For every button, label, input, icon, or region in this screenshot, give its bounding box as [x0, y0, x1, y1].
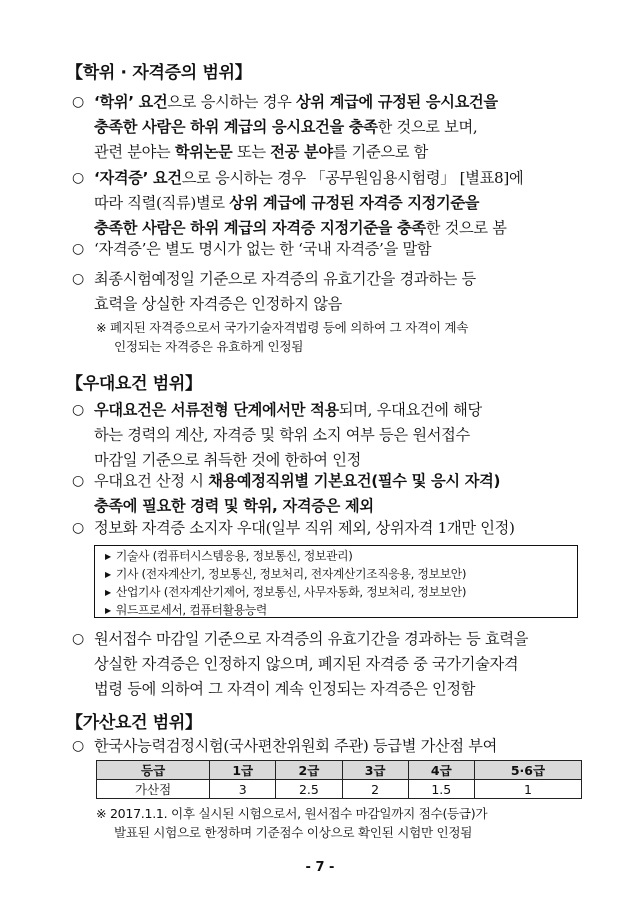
circle-bullet-icon: ○	[72, 271, 84, 287]
paragraph-line	[94, 398, 592, 423]
body-text: 상실한 자격증은 인정하지 않으며, 폐지된 자격증 중 국가기술자격	[94, 655, 519, 673]
circle-bullet-icon: ○	[72, 520, 84, 536]
body-text: 한 것으로 봄	[425, 219, 507, 237]
paragraph-text	[94, 166, 592, 241]
emphasis-text: 전공 분야	[270, 143, 333, 161]
section-title-degree: 【학위 · 자격증의 범위】	[66, 63, 252, 83]
bonus-score-table	[96, 760, 582, 799]
paragraph-text	[94, 90, 592, 165]
table-row	[97, 780, 582, 799]
circle-bullet-icon: ○	[72, 402, 84, 418]
emphasis-text: 상위 계급에 규정된 응시요건을	[295, 93, 498, 111]
body-text: 으로 응시하는 경우 「공무원임용시험령」 [별표8]에	[181, 169, 524, 187]
right-triangle-icon: ▶	[105, 570, 111, 579]
paragraph-line	[94, 115, 592, 140]
preference-item	[72, 398, 592, 473]
circle-bullet-icon: ○	[72, 241, 84, 257]
emphasis-text: 충족에 필요한 경력 및 학위, 자격증은 제외	[94, 497, 374, 515]
body-text: 효력을 상실한 자격증은 인정하지 않음	[94, 295, 343, 313]
degree-item	[72, 90, 592, 165]
note-line: ※ 2017.1.1. 이후 실시된 시험으로서, 원서접수 마감일까지 점수(등급)가	[96, 806, 488, 821]
page-number: - 7 -	[305, 860, 335, 875]
paragraph-text	[94, 267, 592, 317]
body-text: ‘자격증’은 별도 명시가 없는 한 ‘국내 자격증’을 말함	[94, 240, 432, 258]
certificate-list-box	[94, 545, 578, 618]
table-cell: 1.5	[408, 780, 474, 799]
paragraph-text	[94, 734, 592, 759]
body-text: 따라 직렬(직류)별로	[94, 194, 230, 212]
circle-bullet-icon: ○	[72, 94, 84, 110]
body-text: 한국사능력검정시험(국사편찬위원회 주관) 등급별 가산점 부여	[94, 737, 498, 755]
paragraph-line	[94, 292, 592, 317]
table-cell: 2	[342, 780, 408, 799]
paragraph-line	[94, 237, 592, 262]
certificate-row: ▶ 산업기사 (전자계산기제어, 정보통신, 사무자동화, 정보처리, 정보보안)	[105, 585, 467, 599]
paragraph-line	[94, 267, 592, 292]
paragraph-line	[94, 423, 592, 448]
paragraph-line	[94, 166, 592, 191]
preference-item	[72, 516, 592, 541]
paragraph-line	[94, 516, 592, 541]
paragraph-line	[94, 677, 592, 702]
preference-item	[72, 469, 592, 519]
circle-bullet-icon: ○	[72, 631, 84, 647]
bonus-item	[72, 734, 592, 759]
note-line: ※ 폐지된 자격증으로서 국가기술자격법령 등에 의하여 그 자격이 계속	[96, 320, 469, 335]
table-cell: 3	[210, 780, 276, 799]
body-text: 정보화 자격증 소지자 우대(일부 직위 제외, 상위자격 1개만 인정)	[94, 519, 515, 537]
paragraph-line	[94, 90, 592, 115]
paragraph-line	[94, 627, 592, 652]
circle-bullet-icon: ○	[72, 473, 84, 489]
body-text: 으로 응시하는 경우	[167, 93, 296, 111]
right-triangle-icon: ▶	[105, 552, 111, 561]
emphasis-text: ‘자격증’ 요건	[94, 169, 182, 187]
paragraph-line	[94, 140, 592, 165]
emphasis-text: 상위 계급에 규정된 자격증 지정기준을	[229, 194, 480, 212]
emphasis-text: 충족한 사람은 하위 계급의 자격증 지정기준을 충족	[94, 219, 426, 237]
right-triangle-icon: ▶	[105, 588, 111, 597]
table-header-cell: 3급	[342, 761, 408, 780]
paragraph-line	[94, 469, 592, 494]
section-title-bonus: 【가산요건 범위】	[66, 713, 202, 733]
table-header-cell: 5·6급	[474, 761, 581, 780]
emphasis-text: 학위논문	[174, 143, 233, 161]
emphasis-text: ‘학위’ 요건	[94, 93, 168, 111]
emphasis-text: 충족한 사람은 하위 계급의 응시요건을 충족	[94, 118, 378, 136]
paragraph-text	[94, 516, 592, 541]
right-triangle-icon: ▶	[105, 606, 111, 615]
body-text: 법령 등에 의하여 그 자격이 계속 인정되는 자격증은 인정함	[94, 680, 476, 698]
body-text: 우대요건 산정 시	[94, 472, 209, 490]
body-text: 한 것으로 보며,	[377, 118, 478, 136]
paragraph-line	[94, 734, 592, 759]
paragraph-text	[94, 469, 592, 519]
body-text: 최종시험예정일 기준으로 자격증의 유효기간을 경과하는 등	[94, 270, 476, 288]
body-text: 또는	[232, 143, 271, 161]
table-header-cell: 등급	[97, 761, 210, 780]
circle-bullet-icon: ○	[72, 170, 84, 186]
table-header-cell: 1급	[210, 761, 276, 780]
body-text: 원서접수 마감일 기준으로 자격증의 유효기간을 경과하는 등 효력을	[94, 630, 529, 648]
certificate-row: ▶ 기술사 (컴퓨터시스템응용, 정보통신, 정보관리)	[105, 549, 353, 563]
body-text: 를 기준으로 함	[332, 143, 429, 161]
paragraph-text	[94, 398, 592, 473]
degree-item	[72, 267, 592, 317]
paragraph-line	[94, 652, 592, 677]
degree-item	[72, 237, 592, 262]
table-cell: 가산점	[97, 780, 210, 799]
emphasis-text: 우대요건은 서류전형 단계에서만 적용	[94, 401, 339, 419]
table-header-cell: 2급	[276, 761, 342, 780]
table-header-row	[97, 761, 582, 780]
paragraph-text	[94, 237, 592, 262]
section-title-preference: 【우대요건 범위】	[66, 374, 202, 394]
degree-note	[96, 318, 596, 356]
bonus-note	[96, 804, 596, 842]
body-text: 되며, 우대요건에 해당	[338, 401, 482, 419]
preference-item	[72, 627, 592, 702]
certificate-row: ▶ 워드프로세서, 컴퓨터활용능력	[105, 603, 268, 617]
body-text: 하는 경력의 계산, 자격증 및 학위 소지 여부 등은 원서접수	[94, 426, 470, 444]
paragraph-line	[94, 191, 592, 216]
table-cell: 2.5	[276, 780, 342, 799]
body-text: 마감일 기준으로 취득한 것에 한하여 인정	[94, 451, 361, 469]
certificate-row: ▶ 기사 (전자계산기, 정보통신, 정보처리, 전자계산기조직응용, 정보보안)	[105, 567, 467, 581]
note-line: 발표된 시험으로 한정하며 기준점수 이상으로 확인된 시험만 인정됨	[114, 825, 473, 840]
body-text: 관련 분야는	[94, 143, 175, 161]
emphasis-text: 채용예정직위별 기본요건(필수 및 응시 자격)	[208, 472, 501, 490]
circle-bullet-icon: ○	[72, 738, 84, 754]
table-cell: 1	[474, 780, 581, 799]
note-line: 인정되는 자격증은 유효하게 인정됨	[114, 339, 304, 354]
table-header-cell: 4급	[408, 761, 474, 780]
paragraph-text	[94, 627, 592, 702]
degree-item	[72, 166, 592, 241]
